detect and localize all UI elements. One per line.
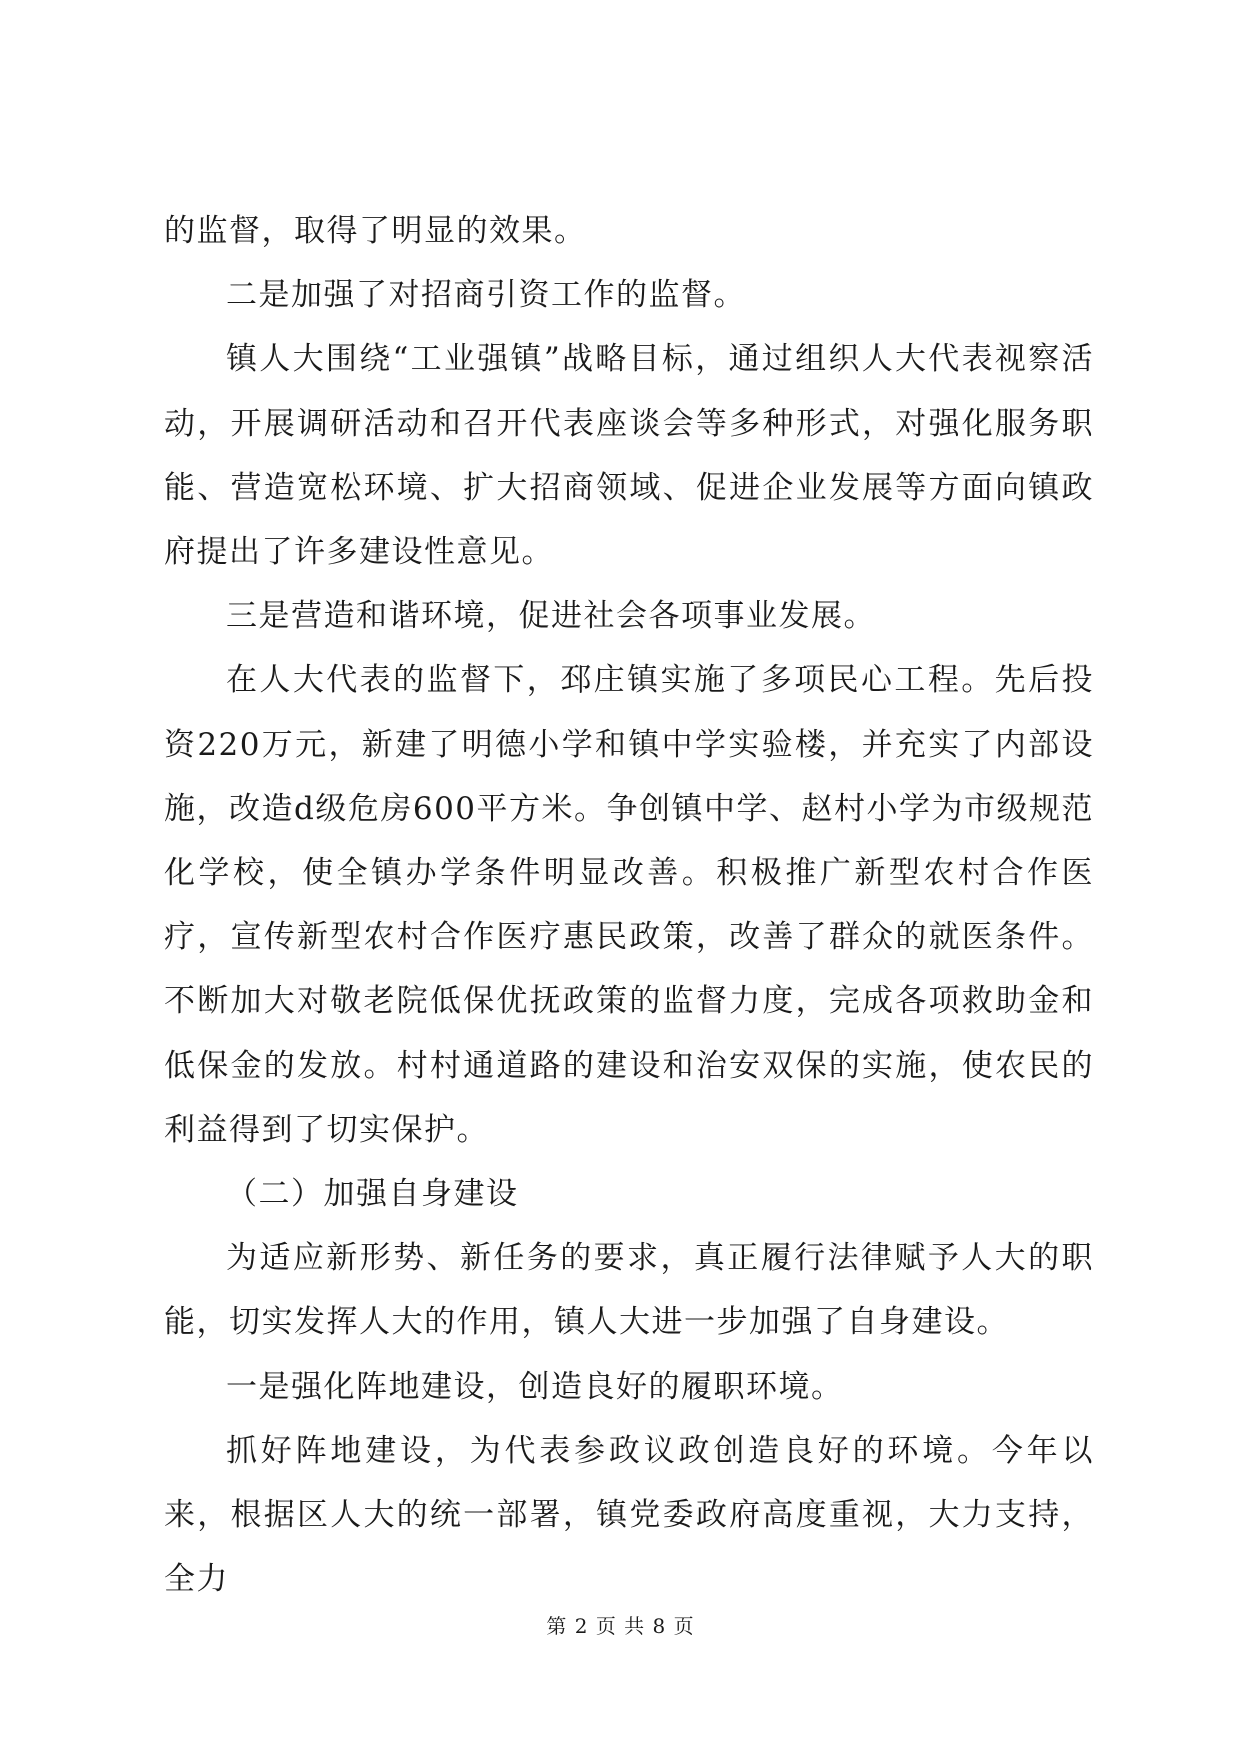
paragraph-4: 三是营造和谐环境，促进社会各项事业发展。	[226, 598, 876, 635]
paragraph-9: 抓好阵地建设，为代表参政议政创造良好的环境。今年以来，根据区人大的统一部署，镇党委政府高度重视，大力支持，全力	[164, 1432, 1094, 1598]
section-heading: （二）加强自身建设	[226, 1176, 519, 1213]
paragraph-8: 一是强化阵地建设，创造良好的履职环境。	[226, 1368, 844, 1405]
paragraph-3: 镇人大围绕“工业强镇”战略目标，通过组织人大代表视察活动，开展调研活动和召开代表座谈会等多种形式，对强化服务职能、营造宽松环境、扩大招商领域、促进企业发展等方面向镇政府提出了许多建设性意见。	[164, 341, 1094, 571]
paragraph-7: 为适应新形势、新任务的要求，真正履行法律赋予人大的职能，切实发挥人大的作用，镇人大进一步加强了自身建设。	[164, 1240, 1094, 1341]
page-number-footer: 第 2 页 共 8 页	[546, 1614, 695, 1638]
paragraph-5: 在人大代表的监督下，邳庄镇实施了多项民心工程。先后投资220万元，新建了明德小学和镇中学实验楼，并充实了内部设施，改造d级危房600平方米。争创镇中学、赵村小学为市级规范化学校，使全镇办学条件明显改善。积极推广新型农村合作医疗，宣传新型农村合作医疗惠民政策，改善了群众的就医条件。不断加大对敬老院低保优抚政策的监督力度，完成各项救助金和低保金的发放。村村通道路的建设和治安双保的实施，使农民的利益得到了切实保护。	[164, 662, 1095, 1148]
paragraph-1: 的监督，取得了明显的效果。	[164, 213, 587, 249]
document-body	[164, 199, 1094, 1611]
paragraph-2: 二是加强了对招商引资工作的监督。	[226, 277, 746, 314]
